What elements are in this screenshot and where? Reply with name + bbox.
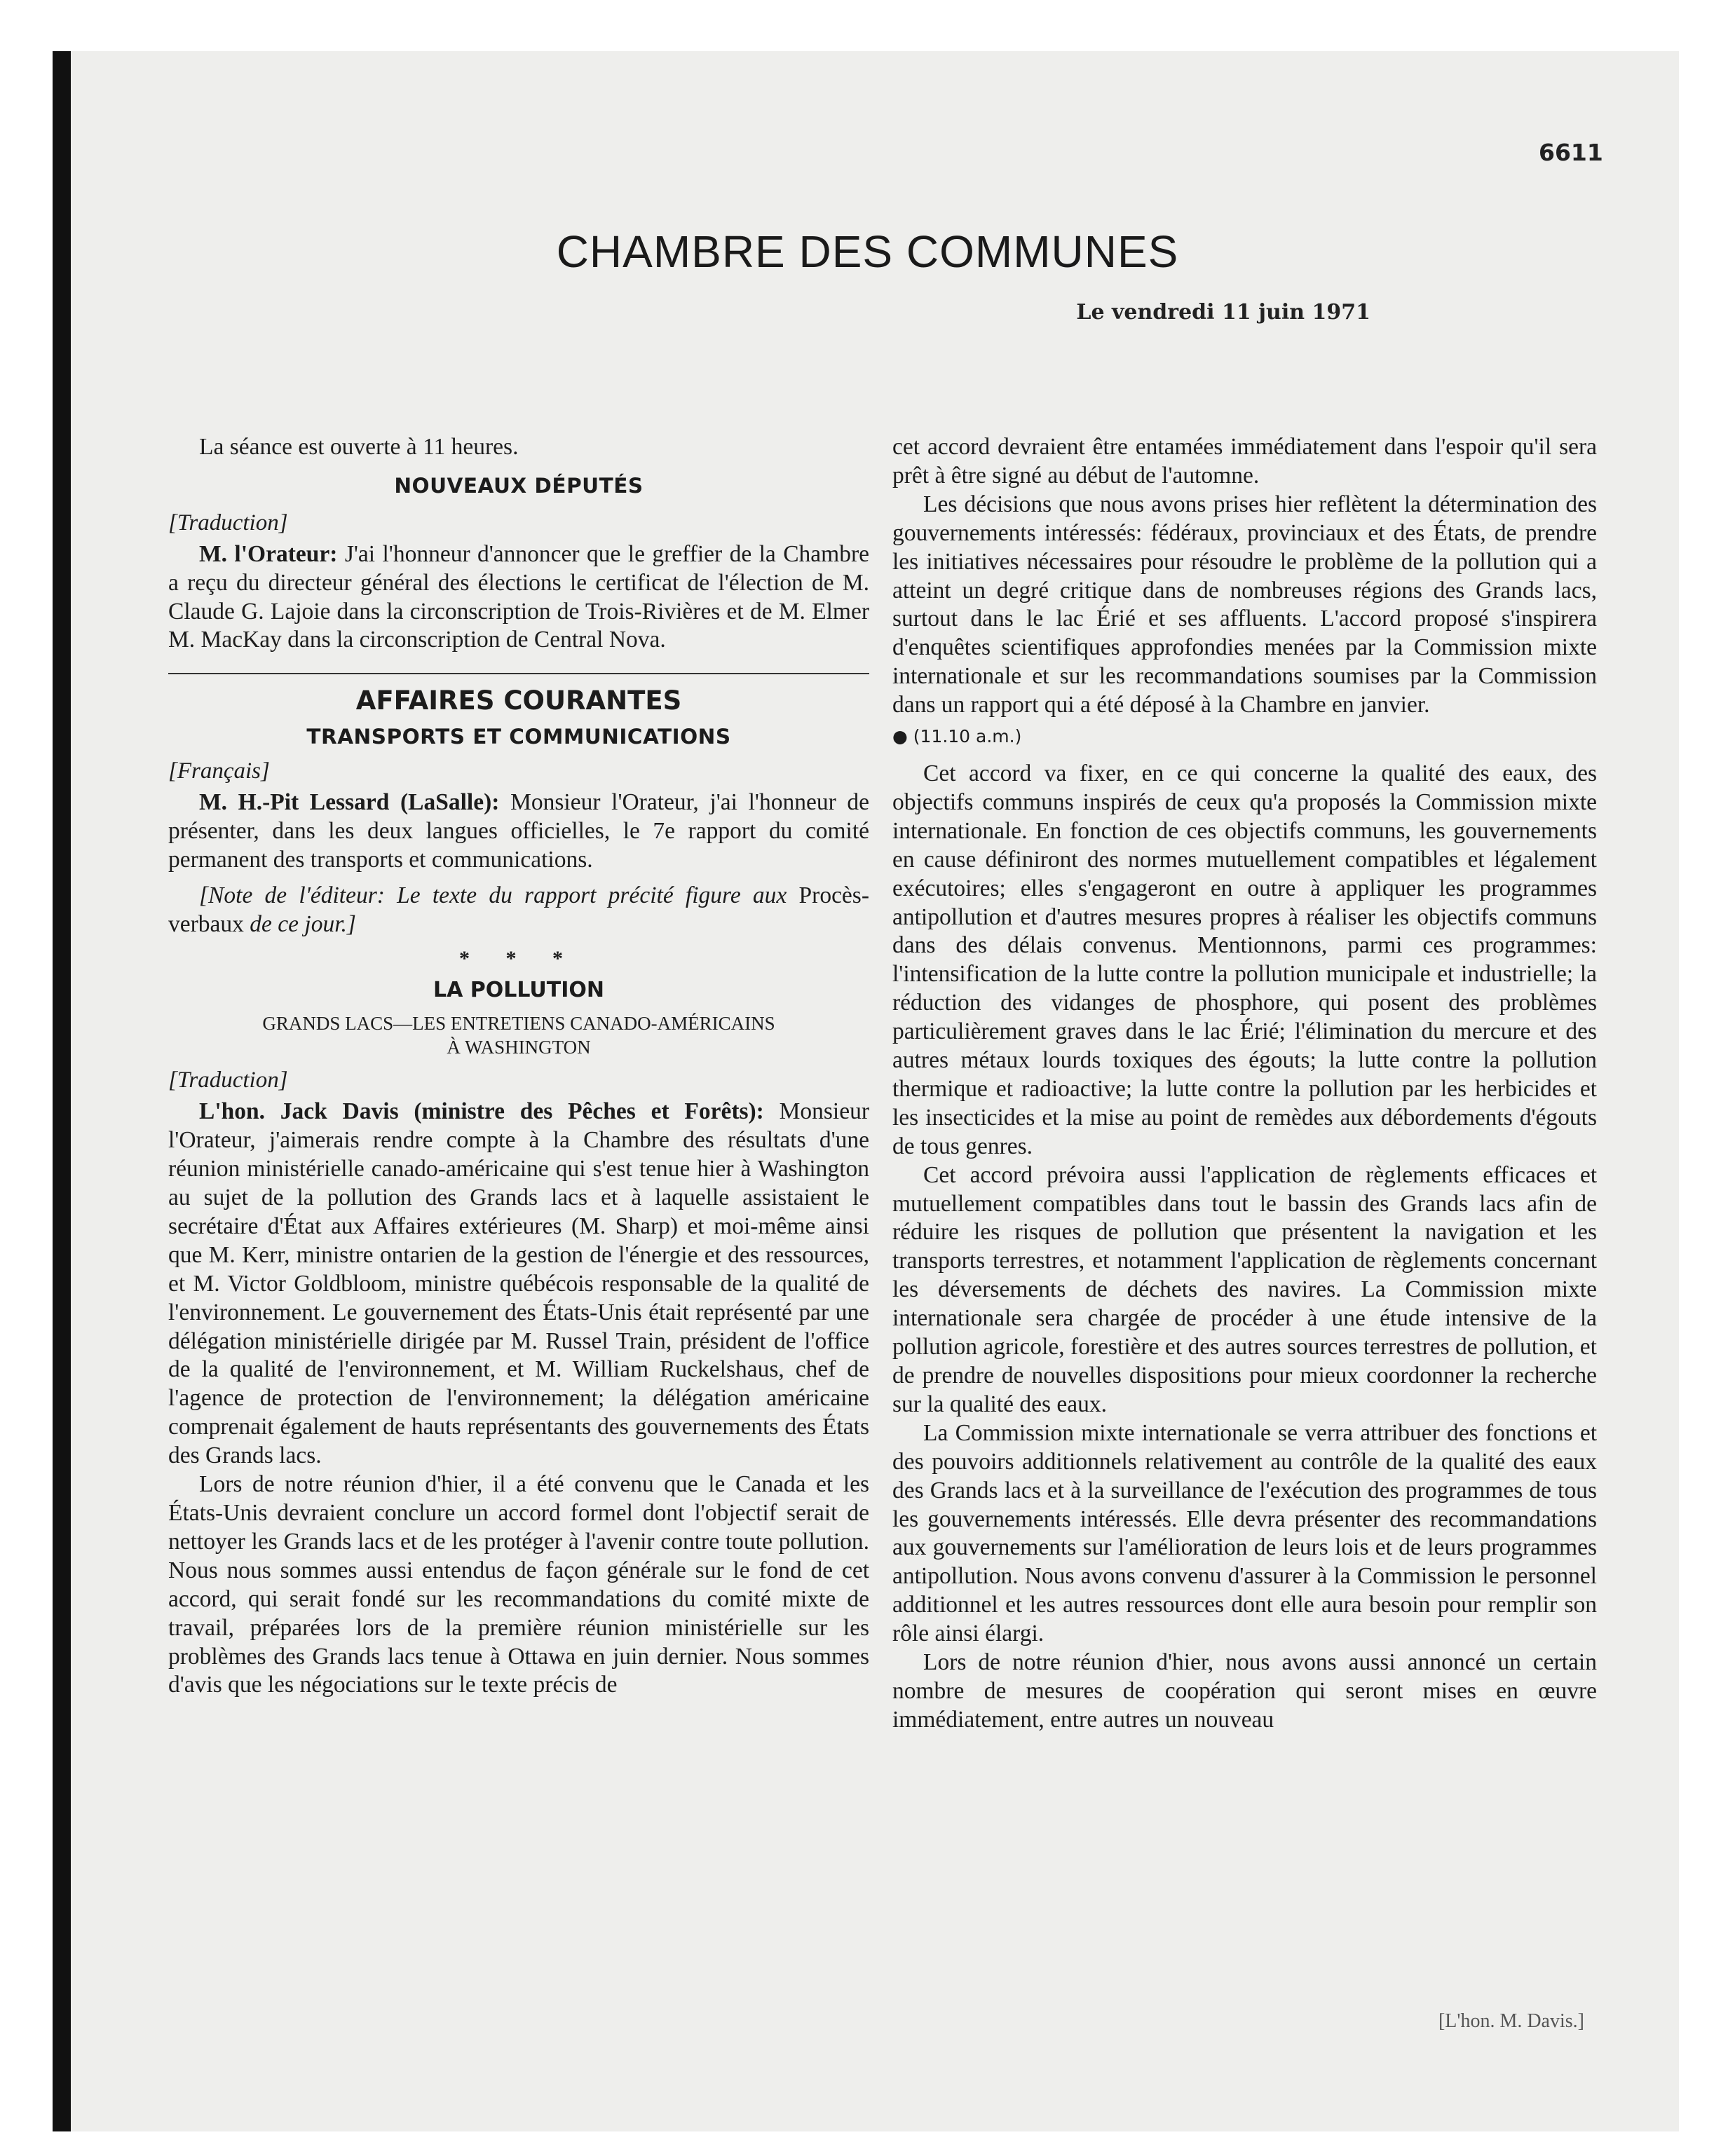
subheading-transport: TRANSPORTS ET COMMUNICATIONS [306, 725, 731, 749]
language-marker: [Traduction] [168, 1067, 288, 1093]
time-marker: ● (11.10 a.m.) [892, 726, 1022, 747]
speech-paragraph [168, 789, 869, 875]
section-stars: * * * [459, 946, 578, 970]
speech-paragraph: Lors de notre réunion d'hier, nous avons aussi annoncé un certain nombre de mesures de coopération qui seront mises en œuvre immédiatement, entre autres un nouveau [892, 1649, 1597, 1733]
editor-note-text: [Note de l'éditeur: Le texte du rapport précité figure aux [199, 882, 787, 908]
speech-text: Monsieur l'Orateur, j'ai l'honneur de présenter, dans les deux langues officielles, le 7e rapport du comité permanent des transports et communications. [168, 789, 870, 873]
page-title: CHAMBRE DES COMMUNES [556, 226, 1179, 277]
speech-paragraph [168, 1098, 869, 1471]
speaker-name: M. H.-Pit Lessard (LaSalle): [199, 789, 500, 816]
speaker-name: M. l'Orateur: [199, 540, 338, 567]
left-column [168, 433, 869, 1700]
language-marker: [Français] [168, 758, 270, 784]
subheading-line: GRANDS LACS—LES ENTRETIENS CANADO-AMÉRICAINS [262, 1013, 775, 1035]
editor-note-text: de ce jour.] [250, 910, 356, 937]
heading-routine-business: AFFAIRES COURANTES [355, 685, 682, 716]
editor-note [168, 882, 869, 939]
speaker-name: L'hon. Jack Davis (ministre des Pêches et Forêts): [199, 1098, 764, 1125]
date-line: Le vendredi 11 juin 1971 [1076, 300, 1370, 325]
speech-paragraph: Lors de notre réunion d'hier, il a été convenu que le Canada et les États-Unis devraient conclure un accord formel dont l'objectif serait de nettoyer les Grands lacs et de les protéger à l'avenir contre toute pollution. Nous nous sommes aussi entendus de façon générale sur le fond de cet accord, qui serait fondé sur les recommandations du comité mixte de travail, préparées lors de la première réunion ministérielle sur les problèmes des Grands lacs tenue à Ottawa en juin dernier. Nous sommes d'avis que les négociations sur le texte précis de [168, 1471, 869, 1698]
speech-paragraph: Les décisions que nous avons prises hier reflètent la détermination des gouvernements intéressés: fédéraux, provinciaux et des États, de prendre les initiatives nécessaires pour résoudre le problème de la pollution qui a atteint un degré critique dans de nombreuses régions des Grands lacs, surtout dans le lac Érié et ses affluents. L'accord proposé s'inspirera d'enquêtes scientifiques approfondies menées par la Commission mixte internationale et sur les recommandations soumises par la Commission dans un rapport qui a été déposé à la Chambre en janvier. [892, 491, 1597, 718]
speech-paragraph: La Commission mixte internationale se verra attribuer des fonctions et des pouvoirs additionnels relativement au contrôle de la qualité des eaux des Grands lacs et à la surveillance de l'exécution des programmes de tous les gouvernements intéressés. Elle devra présenter des recommandations aux gouvernements sur l'amélioration de leurs lois et de leurs programmes antipollution. Nous avons convenu d'assurer à la Commission le personnel additionnel et les autres ressources dont elle aura besoin pour remplir son rôle ainsi élargi. [892, 1419, 1597, 1647]
heading-pollution: LA POLLUTION [433, 977, 605, 1002]
heading-new-members: NOUVEAUX DÉPUTÉS [394, 473, 644, 498]
binding-edge [53, 51, 71, 2131]
language-marker: [Traduction] [168, 510, 288, 535]
subheading-great-lakes [168, 1011, 869, 1059]
section-divider [168, 673, 869, 674]
opening-line: La séance est ouverte à 11 heures. [199, 434, 519, 460]
speech-text: Monsieur l'Orateur, j'aimerais rendre compte à la Chambre des résultats d'une réunion ministérielle canado-américaine qui s'est tenue hier à Washington au sujet de la pollution des Grands lacs et à laquelle assistaient le secrétaire d'État aux Affaires extérieures (M. Sharp) et moi-même ainsi que M. Kerr, ministre ontarien de la gestion de l'énergie et des ressources, et M. Victor Goldbloom, ministre québécois responsable de la qualité de l'environnement. Le gouvernement des États-Unis était représenté par une délégation ministérielle dirigée par M. Russel Train, président de l'office de la qualité de l'environnement, et M. William Ruckelshaus, chef de l'agence de protection de l'environnement; la délégation américaine comprenait également de hauts représentants des gouvernements des États des Grands lacs. [168, 1098, 869, 1469]
editor-note-ref: Procès-verbaux [168, 882, 869, 937]
speech-paragraph [168, 540, 869, 655]
speech-text: J'ai l'honneur d'annoncer que le greffier de la Chambre a reçu du directeur général des élections le certificat de l'élection de M. Claude G. Lajoie dans la circonscription de Trois-Rivières et de M. Elmer M. MacKay dans la circonscription de Central Nova. [168, 540, 870, 653]
right-column [892, 433, 1597, 1735]
speech-paragraph: Cet accord prévoira aussi l'application de règlements efficaces et mutuellement compatibles dans tout le bassin des Grands lacs afin de réduire les risques de pollution que présentent la navigation et les transports terrestres, et notamment l'application de règlements concernant les déversements de déchets des navires. La Commission mixte internationale sera chargée de procéder à une étude intensive de la pollution agricole, forestière et des autres sources terrestres de pollution, et de prendre de nouvelles dispositions pour mieux coordonner la recherche sur la qualité des eaux. [892, 1161, 1597, 1417]
speech-paragraph: cet accord devraient être entamées immédiatement dans l'espoir qu'il sera prêt à être signé au début de l'automne. [892, 434, 1597, 489]
speech-paragraph: Cet accord va fixer, en ce qui concerne la qualité des eaux, des objectifs communs inspirés de ceux qu'a proposés la Commission mixte internationale. En fonction de ces objectifs communs, les gouvernements en cause définiront des normes mutuellement compatibles et légalement exécutoires; elles s'engageront en outre à appliquer les programmes antipollution et d'autres mesures propres à réaliser les objectifs communs dans des délais convenus. Mentionnons, parmi ces programmes: l'intensification de la lutte contre la pollution municipale et industrielle; la réduction des vidanges de phosphore, qui posent des problèmes particulièrement graves dans le lac Érié; l'élimination du mercure et des autres métaux lourds toxiques des égouts; la lutte contre la pollution thermique et radioactive; la lutte contre la pollution par les herbicides et les insecticides et la mise au point de remèdes aux débordements d'égouts de tous genres. [892, 760, 1597, 1159]
page-number: 6611 [1539, 139, 1603, 166]
speaker-continuation-note: [L'hon. M. Davis.] [1438, 2010, 1584, 2032]
subheading-line: À WASHINGTON [447, 1037, 591, 1058]
